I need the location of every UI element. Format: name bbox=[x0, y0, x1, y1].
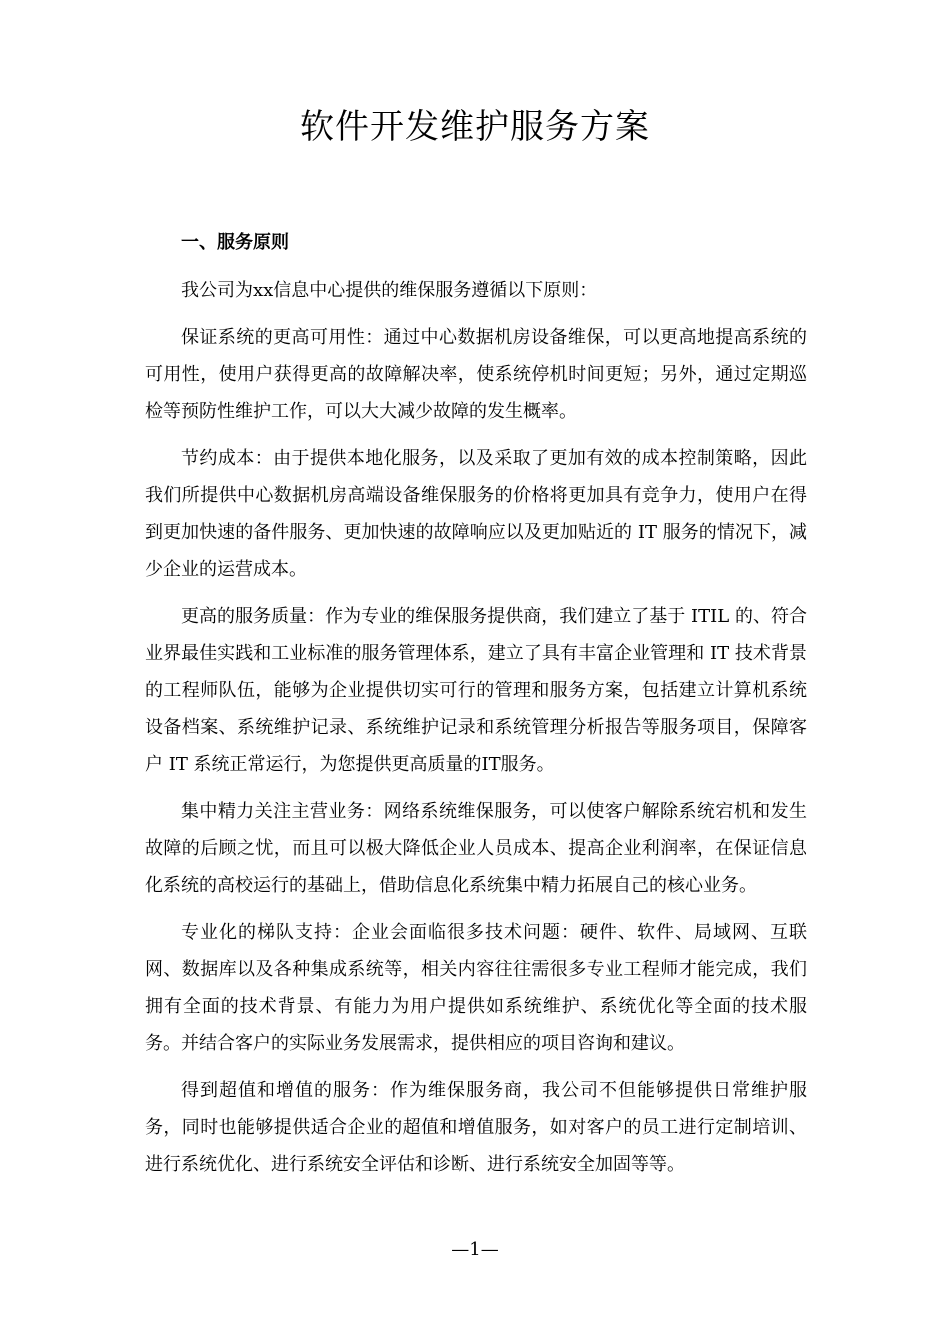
paragraph-intro: 我公司为xx信息中心提供的维保服务遵循以下原则： bbox=[181, 280, 598, 301]
paragraph-value-added: 得到超值和增值的服务：作为维保服务商，我公司不但能够提供日常维护服务，同时也能够提供适合企业的超值和增值服务，如对客户的员工进行定制培训、进行系统优化、进行系统安全评估和诊断、进行系统安全加固等等。 bbox=[145, 1080, 807, 1175]
paragraph-availability: 保证系统的更高可用性：通过中心数据机房设备维保，可以更高地提高系统的可用性，使用户获得更高的故障解决率，使系统停机时间更短；另外，通过定期巡检等预防性维护工作，可以大大减少故障的发生概率。 bbox=[145, 327, 807, 422]
document-body bbox=[145, 226, 807, 1193]
paragraph-core-business: 集中精力关注主营业务：网络系统维保服务，可以使客户解除系统宕机和发生故障的后顾之忧，而且可以极大降低企业人员成本、提高企业利润率，在保证信息化系统的高校运行的基础上，借助信息化系统集中精力拓展自己的核心业务。 bbox=[145, 801, 807, 896]
paragraph-service-quality: 更高的服务质量：作为专业的维保服务提供商，我们建立了基于 ITIL 的、符合业界最佳实践和工业标准的服务管理体系，建立了具有丰富企业管理和 IT 技术背景的工程师队伍，能够为企业提供切实可行的管理和服务方案，包括建立计算机系统设备档案、系统维护记录、系统维护记录和系统管理分析报告等服务项目，保障客户 IT 系统正常运行，为您提供更高质量的IT服务。 bbox=[145, 606, 807, 775]
page-number: —1— bbox=[451, 1239, 499, 1260]
paragraph-professional-support: 专业化的梯队支持：企业会面临很多技术问题：硬件、软件、局域网、互联网、数据库以及各种集成系统等，相关内容往往需很多专业工程师才能完成，我们拥有全面的技术背景、有能力为用户提供如系统维护、系统优化等全面的技术服务。并结合客户的实际业务发展需求，提供相应的项目咨询和建议。 bbox=[145, 922, 807, 1054]
paragraph-cost-saving: 节约成本：由于提供本地化服务，以及采取了更加有效的成本控制策略，因此我们所提供中心数据机房高端设备维保服务的价格将更加具有竞争力，使用户在得到更加快速的备件服务、更加快速的故障响应以及更加贴近的 IT 服务的情况下，减少企业的运营成本。 bbox=[145, 448, 807, 580]
document-title: 软件开发维护服务方案 bbox=[300, 107, 650, 147]
section-heading: 一、服务原则 bbox=[181, 232, 289, 253]
